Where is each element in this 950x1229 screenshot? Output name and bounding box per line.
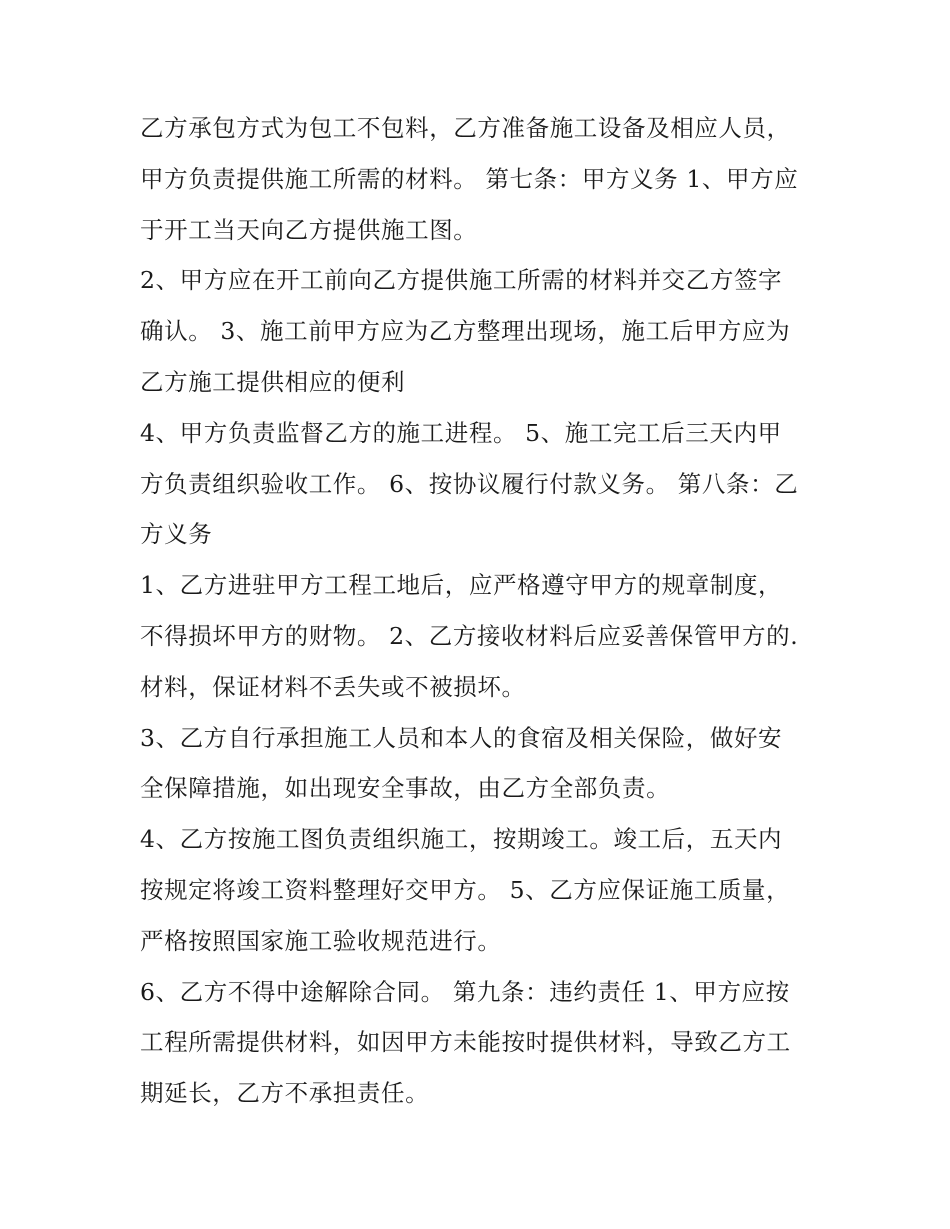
text-line: 4、乙方按施工图负责组织施工，按期竣工。竣工后，五天内 — [140, 825, 783, 854]
text-line: 期延长，乙方不承担责任。 — [140, 1079, 430, 1108]
document-body — [140, 103, 820, 1119]
text-line: 不得损坏甲方的财物。 2、乙方接收材料后应妥善保管甲方的. — [140, 621, 799, 650]
text-line: 方负责组织验收工作。 6、按协议履行付款义务。 第八条：乙 — [140, 469, 799, 498]
text-line: 4、甲方负责监督乙方的施工进程。 5、施工完工后三天内甲 — [140, 418, 782, 447]
text-line: 全保障措施，如出现安全事故，由乙方全部负责。 — [140, 774, 671, 803]
text-line: 6、乙方不得中途解除合同。 第九条：违约责任 1、甲方应按 — [140, 977, 790, 1006]
text-line: 方义务 — [140, 520, 213, 549]
text-line: 甲方负责提供施工所需的材料。 第七条：甲方义务 1、甲方应 — [140, 164, 799, 193]
text-line: 1、乙方进驻甲方工程工地后，应严格遵守甲方的规章制度， — [140, 571, 783, 600]
text-line: 乙方承包方式为包工不包料，乙方准备施工设备及相应人员， — [140, 114, 791, 142]
text-line: 3、乙方自行承担施工人员和本人的食宿及相关保险，做好安 — [140, 723, 783, 752]
text-line: 2、甲方应在开工前向乙方提供施工所需的材料并交乙方签字 — [140, 266, 783, 295]
text-line: 确认。 3、施工前甲方应为乙方整理出现场，施工后甲方应为 — [140, 317, 791, 346]
text-line: 于开工当天向乙方提供施工图。 — [140, 215, 478, 244]
text-line: 工程所需提供材料，如因甲方未能按时提供材料，导致乙方工 — [140, 1028, 791, 1057]
text-line: 材料，保证材料不丢失或不被损坏。 — [140, 672, 526, 701]
text-line: 按规定将竣工资料整理好交甲方。 5、乙方应保证施工质量， — [140, 875, 791, 904]
text-line: 严格按照国家施工验收规范进行。 — [140, 926, 502, 955]
text-line: 乙方施工提供相应的便利 — [140, 367, 406, 396]
